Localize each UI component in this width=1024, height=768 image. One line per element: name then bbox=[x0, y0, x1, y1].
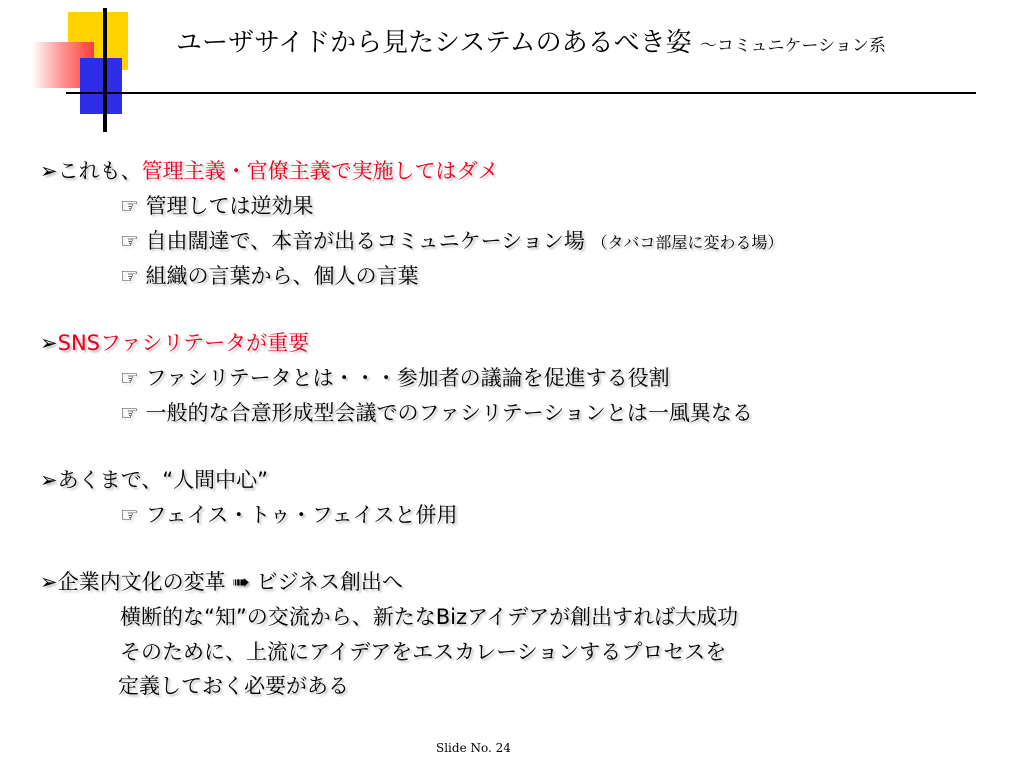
body-line-text: 横断的な“知”の交流から、新たなBizアイデアが創出すれば大成功 bbox=[120, 605, 739, 629]
arrow-bullet-icon: ➢ bbox=[40, 159, 58, 183]
pointing-hand-icon: ☞ bbox=[120, 401, 139, 425]
arrow-bullet-icon: ➢ bbox=[40, 331, 58, 355]
body-line bbox=[118, 671, 349, 701]
sub-bullet-note: （タバコ部屋に変わる場） bbox=[591, 233, 784, 252]
sub-bullet-item bbox=[120, 191, 314, 221]
decor-blue-square bbox=[80, 58, 122, 114]
pointing-hand-icon: ☞ bbox=[120, 194, 139, 218]
bullet-management bbox=[40, 156, 499, 186]
sub-bullet-text: ファシリテータとは・・・参加者の議論を促進する役割 bbox=[145, 366, 670, 390]
bullet-emphasis-text: SNSファシリテータが重要 bbox=[57, 331, 310, 355]
slide-number-value: 24 bbox=[495, 741, 511, 755]
slide-number bbox=[436, 741, 511, 755]
body-line-text: 定義しておく必要がある bbox=[118, 674, 349, 698]
decor-horizontal-rule bbox=[66, 92, 976, 94]
arrow-bullet-icon: ➢ bbox=[40, 570, 58, 594]
sub-bullet-text: 自由闊達で、本音が出るコミュニケーション場 bbox=[145, 229, 585, 253]
decor-vertical-rule bbox=[103, 8, 107, 132]
sub-bullet-text: 一般的な合意形成型会議でのファシリテーションとは一風異なる bbox=[145, 401, 753, 425]
pointing-hand-icon: ☞ bbox=[120, 503, 139, 527]
bullet-facilitator bbox=[40, 328, 309, 358]
pointing-hand-icon: ☞ bbox=[120, 229, 139, 253]
slide-title-sub: ～コミュニケーション系 bbox=[699, 36, 886, 56]
bullet-emphasis-text: 管理主義・官僚主義で実施してはダメ bbox=[141, 159, 499, 183]
arrow-bullet-icon: ➢ bbox=[40, 468, 58, 492]
body-line-text: そのために、上流にアイデアをエスカレーションするプロセスを bbox=[120, 640, 727, 664]
sub-bullet-text: 組織の言葉から、個人の言葉 bbox=[145, 264, 419, 288]
body-line bbox=[120, 602, 738, 632]
sub-bullet-text: 管理しては逆効果 bbox=[145, 194, 314, 218]
bullet-text: あくまで、“人間中心” bbox=[57, 468, 268, 492]
slide-title-main: ユーザサイドから見たシステムのあるべき姿 bbox=[176, 28, 692, 58]
slide-title bbox=[176, 26, 996, 63]
slide-number-label: Slide No. bbox=[436, 741, 492, 755]
bullet-culture-change bbox=[40, 567, 403, 597]
sub-bullet-text: フェイス・トゥ・フェイスと併用 bbox=[145, 503, 458, 527]
body-line bbox=[120, 637, 726, 667]
sub-bullet-item bbox=[120, 226, 783, 258]
sub-bullet-item bbox=[120, 261, 419, 291]
sub-bullet-item bbox=[120, 363, 670, 393]
sub-bullet-item bbox=[120, 500, 457, 530]
pointing-hand-icon: ☞ bbox=[120, 264, 139, 288]
bullet-text: 企業内文化の変革 ➠ ビジネス創出へ bbox=[57, 570, 403, 594]
bullet-human-centric bbox=[40, 465, 268, 495]
sub-bullet-item bbox=[120, 398, 753, 428]
bullet-text-prefix: これも、 bbox=[57, 159, 142, 183]
pointing-hand-icon: ☞ bbox=[120, 366, 139, 390]
